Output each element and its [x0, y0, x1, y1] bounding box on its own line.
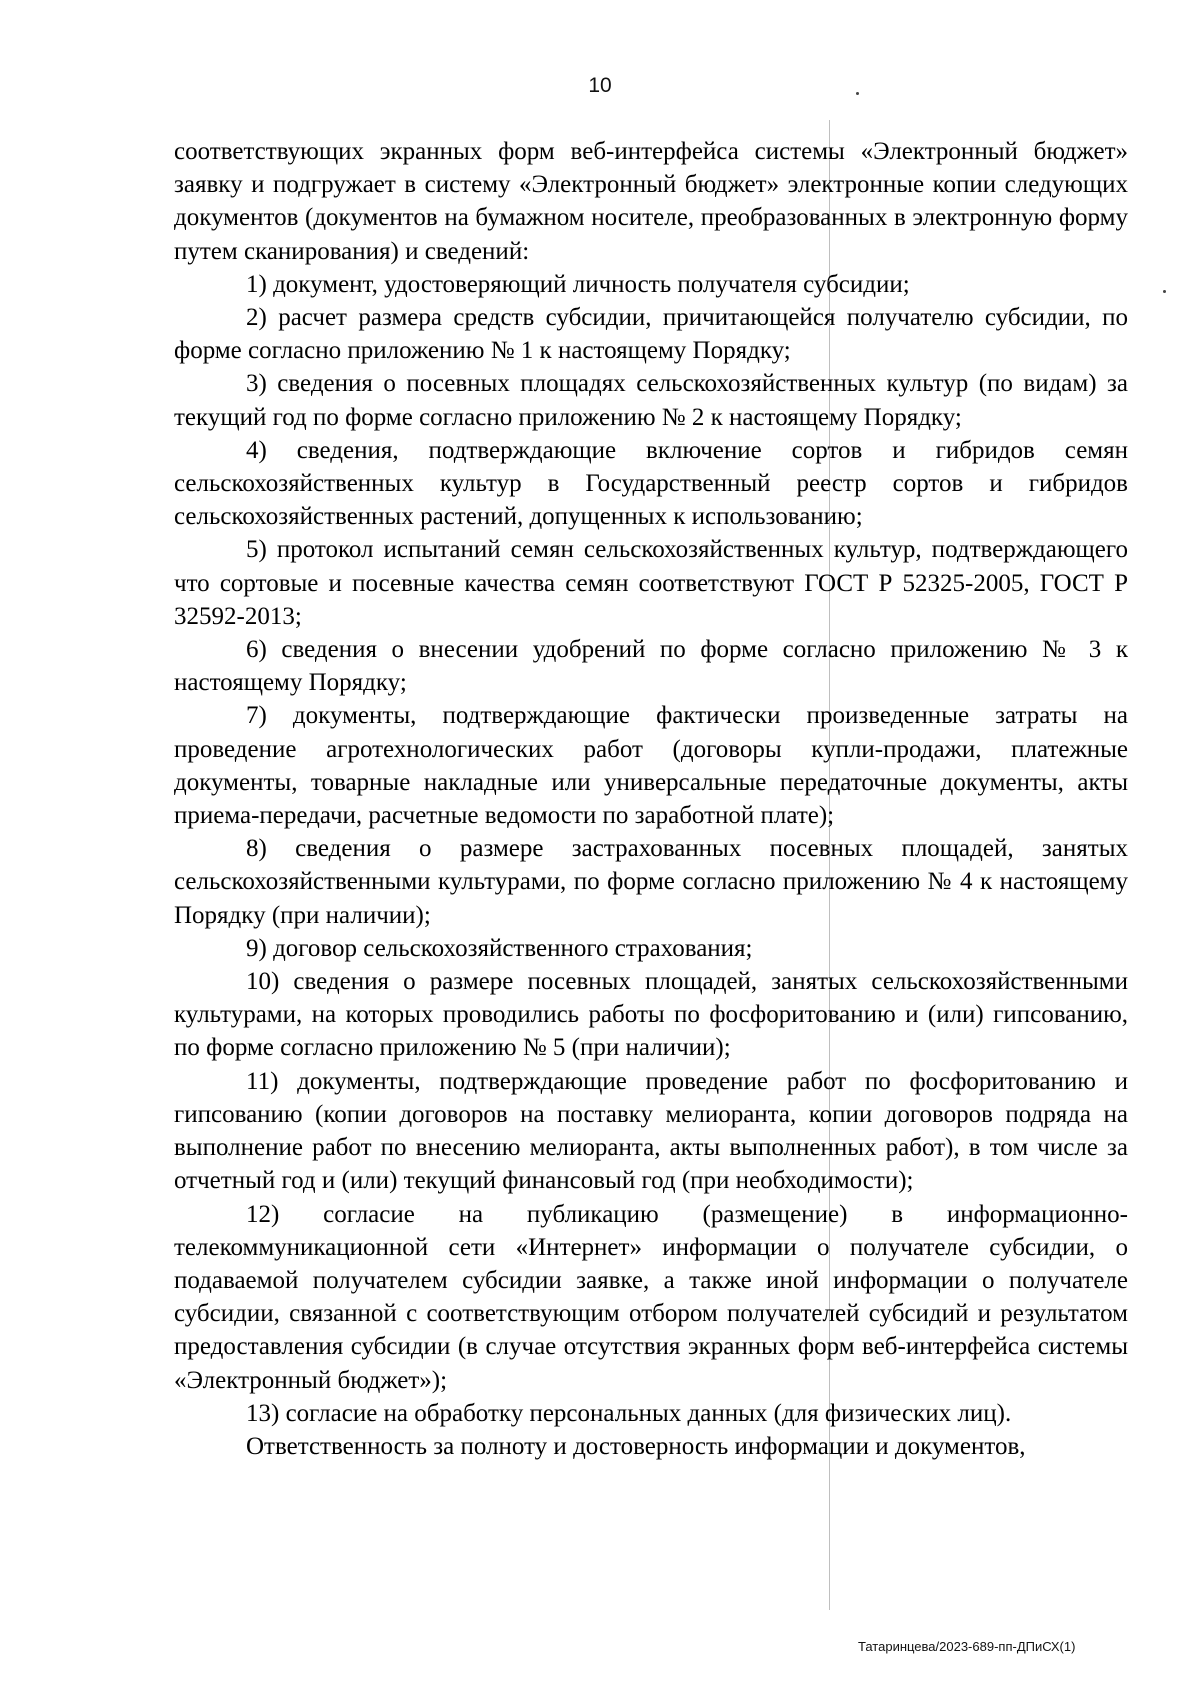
list-item-8: 8) сведения о размере застрахованных посевных площадей, занятых сельскохозяйственными культурами, по форме согласно приложению № 4 к настоящему Порядку (при наличии); — [174, 835, 1128, 929]
list-item-7: 7) документы, подтверждающие фактически произведенные затраты на проведение агротехнологических работ (договоры купли-продажи, платежные документы, товарные накладные или универсальные передаточные документы, акты приема-передачи, расчетные ведомости по заработной плате); — [174, 702, 1128, 830]
page-number: 10 — [588, 74, 612, 97]
scan-speck — [1163, 290, 1166, 293]
list-item-12: 12) согласие на публикацию (размещение) в информационно-телекоммуникационной сети «Интернет» информации о получателе субсидии, о подаваемой получателем субсидии заявке, а также иной информации о получателе субсидии, связанной с соответствующим отбором получателей субсидий и результатом предоставления субсидии (в случае отсутствия экранных форм веб-интерфейса системы «Электронный бюджет»); — [174, 1200, 1128, 1394]
list-item-10: 10) сведения о размере посевных площадей, занятых сельскохозяйственными культурами, на которых проводились работы по фосфоритованию и (или) гипсованию, по форме согласно приложению № 5 (при наличии); — [174, 968, 1128, 1062]
list-item-9: 9) договор сельскохозяйственного страхования; — [246, 934, 753, 962]
paragraph-responsibility: Ответственность за полноту и достоверность информации и документов, — [246, 1432, 1026, 1460]
list-item-6: 6) сведения о внесении удобрений по форме согласно приложению № 3 к настоящему Порядку; — [174, 636, 1128, 697]
list-item-11: 11) документы, подтверждающие проведение работ по фосфоритованию и гипсованию (копии договоров на поставку мелиоранта, копии договоров подряда на выполнение работ по внесению мелиоранта, акты выполненных работ), в том числе за отчетный год и (или) текущий финансовый год (при необходимости); — [174, 1067, 1128, 1195]
list-item-5: 5) протокол испытаний семян сельскохозяйственных культур, подтверждающего что сортовые и посевные качества семян соответствуют ГОСТ Р 52325-2005, ГОСТ Р 32592-2013; — [174, 536, 1128, 630]
list-item-13: 13) согласие на обработку персональных данных (для физических лиц). — [246, 1399, 1012, 1427]
list-item-3: 3) сведения о посевных площадях сельскохозяйственных культур (по видам) за текущий год по форме согласно приложению № 2 к настоящему Порядку; — [174, 370, 1128, 431]
list-item-1: 1) документ, удостоверяющий личность получателя субсидии; — [246, 270, 910, 298]
list-item-4: 4) сведения, подтверждающие включение сортов и гибридов семян сельскохозяйственных культур в Государственный реестр сортов и гибридов сельскохозяйственных растений, допущенных к использованию; — [174, 436, 1128, 531]
document-footer-reference: Татаринцева/2023-689-пп-ДПиСХ(1) — [858, 1639, 1076, 1654]
paragraph-continuation: соответствующих экранных форм веб-интерфейса системы «Электронный бюджет» заявку и подгружает в систему «Электронный бюджет» электронные копии следующих документов (документов на бумажном носителе, преобразованных в электронную форму путем сканирования) и сведений: — [174, 138, 1128, 265]
list-item-2: 2) расчет размера средств субсидии, причитающейся получателю субсидии, по форме согласно приложению № 1 к настоящему Порядку; — [174, 304, 1128, 365]
document-body — [174, 135, 1128, 1463]
